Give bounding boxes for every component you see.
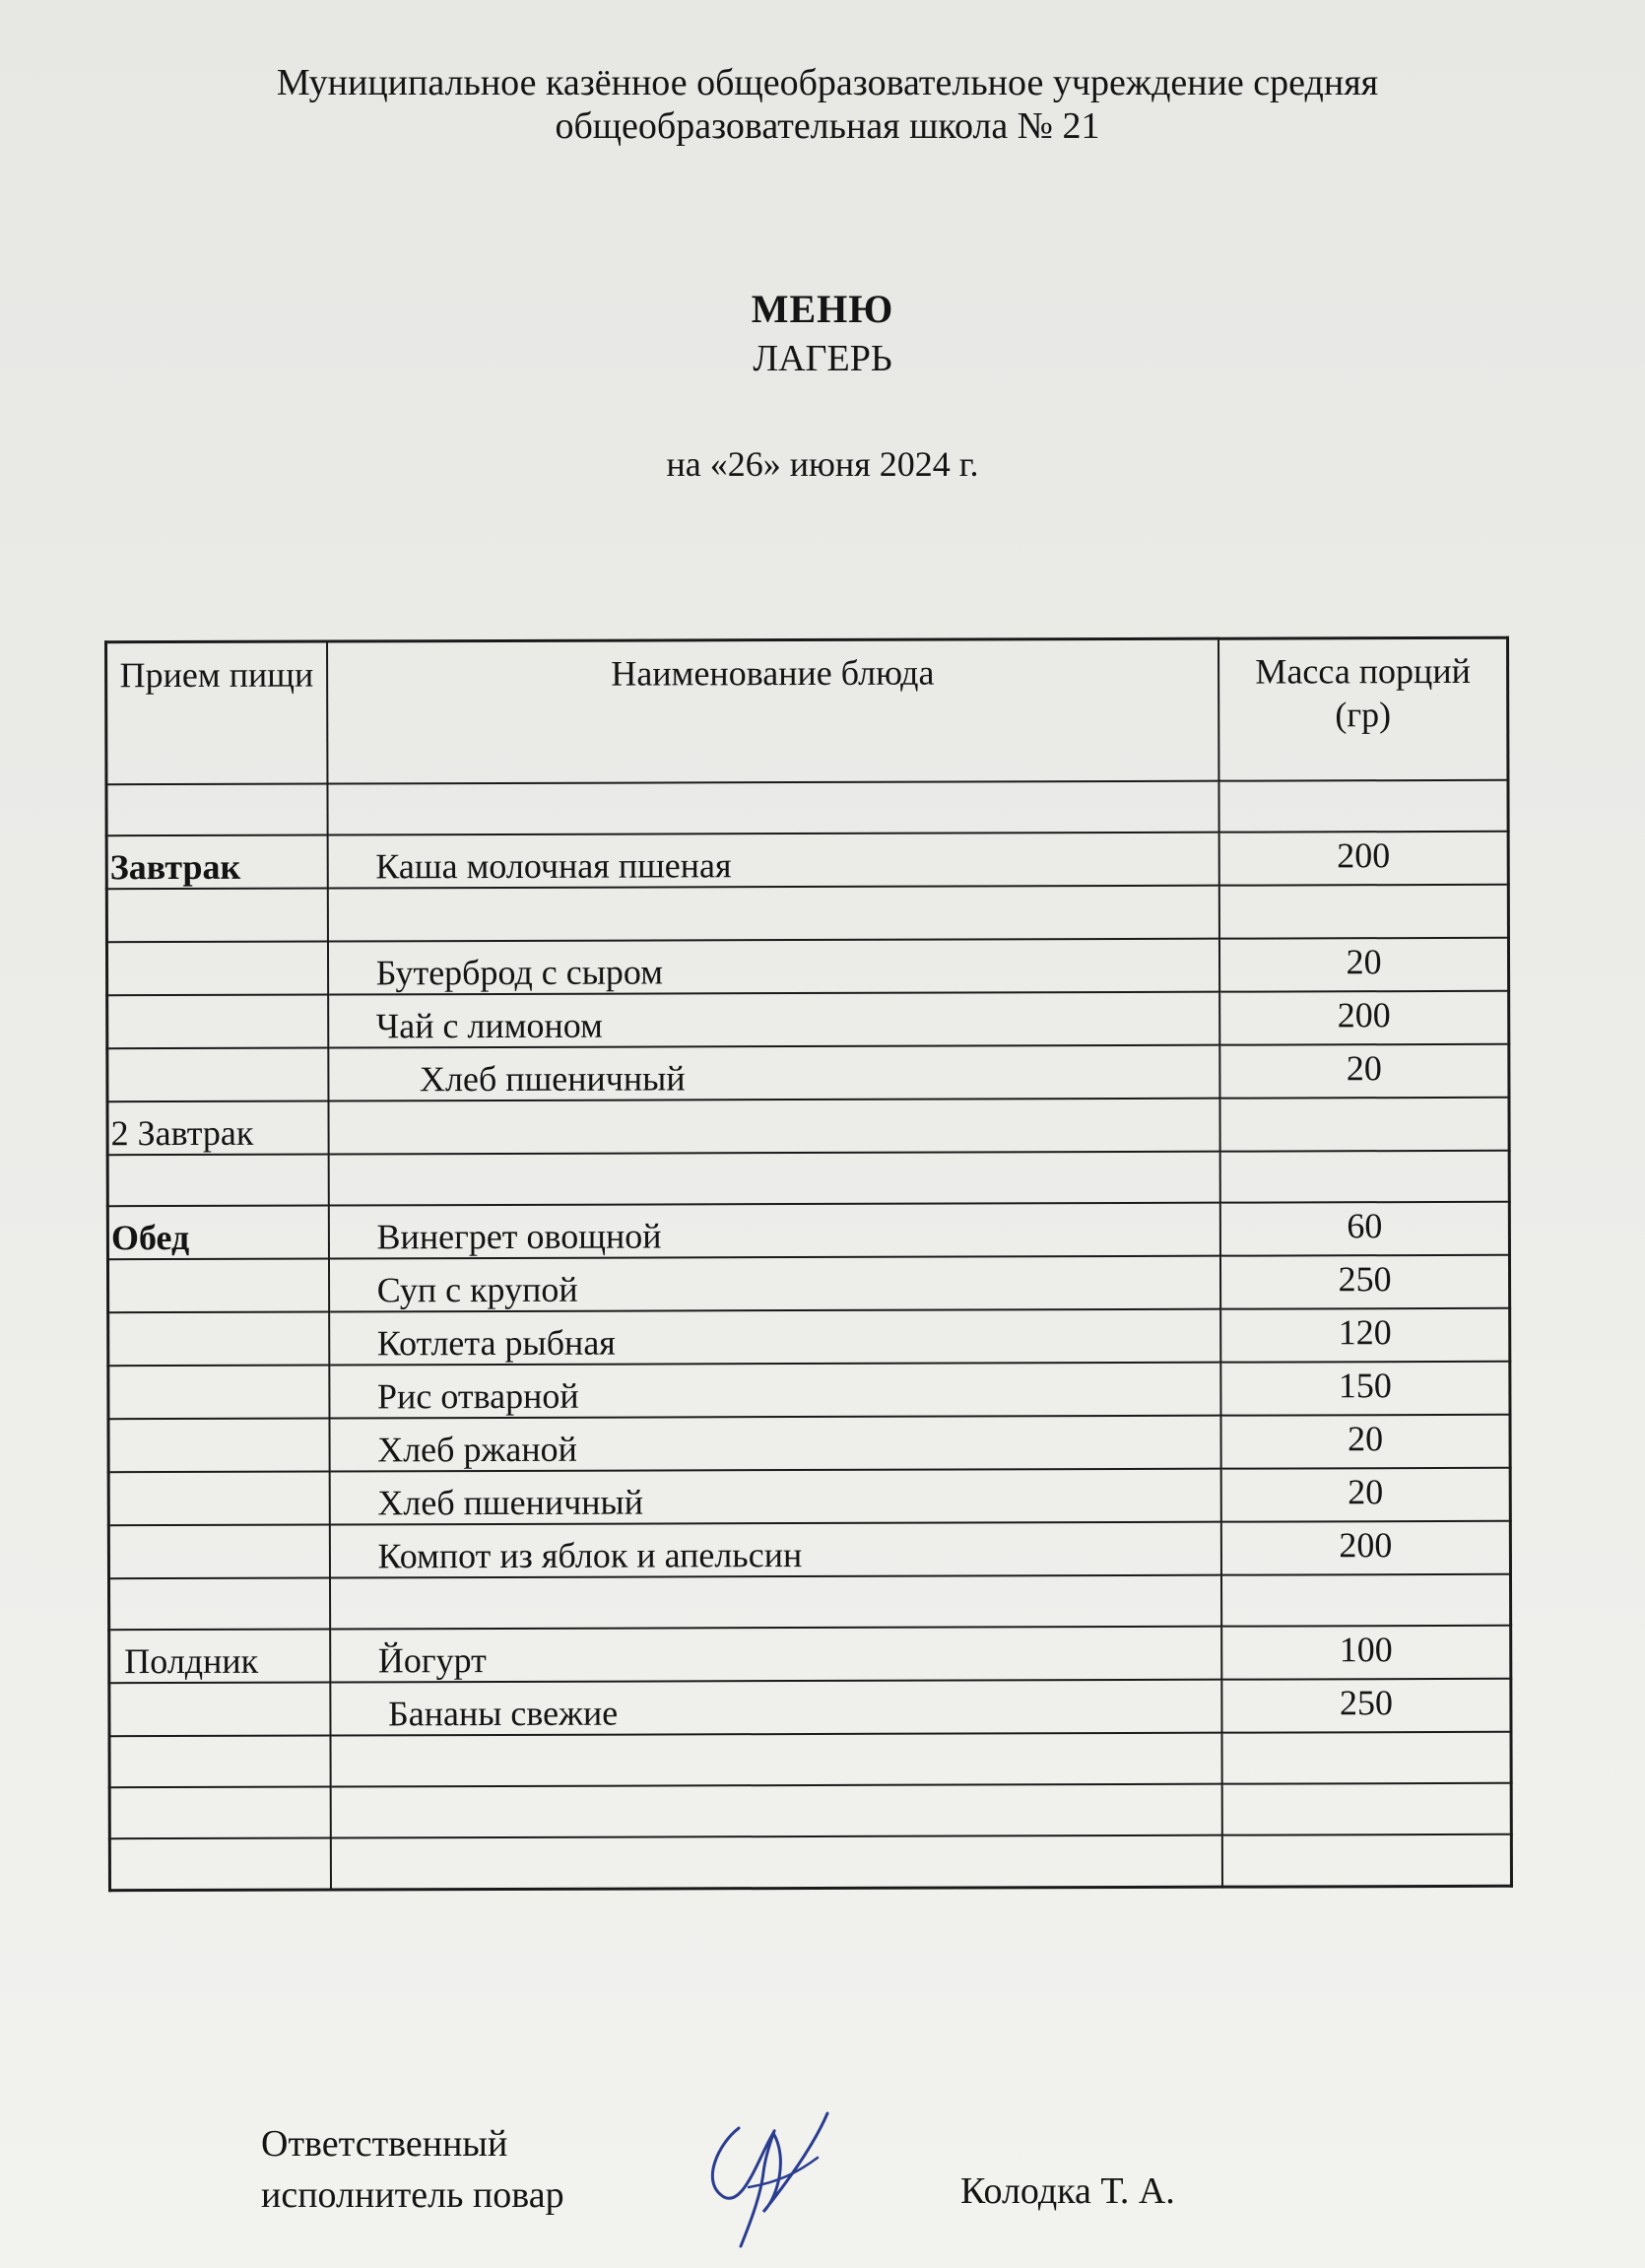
table-row [109, 1679, 1511, 1736]
table-row [107, 991, 1509, 1048]
mass-cell: 100 [1221, 1626, 1511, 1680]
dish-cell: Йогурт [330, 1627, 1222, 1683]
column-header-meal: Прием пищи [106, 641, 328, 784]
meal-cell [107, 1048, 328, 1102]
mass-cell [1219, 885, 1509, 939]
mass-cell: 200 [1221, 1521, 1511, 1575]
table-row [107, 1151, 1509, 1206]
dish-cell: Котлета рыбная [329, 1309, 1221, 1366]
column-header-mass: Масса порций (гр) [1218, 637, 1508, 780]
dish-cell [327, 886, 1219, 942]
table-row [108, 1415, 1510, 1472]
table-row [106, 780, 1508, 835]
meal-cell [106, 942, 327, 996]
handwritten-signature [680, 2089, 857, 2261]
dish-cell: Рис отварной [329, 1363, 1221, 1419]
dish-cell: Каша молочная пшеная [327, 833, 1219, 889]
mass-cell: 200 [1219, 991, 1509, 1045]
dish-cell: Чай с лимоном [328, 992, 1220, 1048]
menu-subtitle: ЛАГЕРЬ [753, 338, 892, 379]
meal-cell [108, 1525, 329, 1579]
menu-title: МЕНЮ [751, 287, 894, 331]
meal-cell [107, 995, 328, 1049]
meal-cell [109, 1683, 330, 1737]
table-row [109, 1834, 1511, 1891]
table-row [106, 832, 1508, 889]
mass-cell: 250 [1220, 1255, 1510, 1309]
dish-cell: Винегрет овощной [328, 1203, 1220, 1259]
meal-cell: 2 Завтрак [107, 1101, 328, 1156]
mass-cell [1218, 780, 1508, 833]
mass-cell [1221, 1574, 1511, 1627]
mass-cell: 20 [1219, 1044, 1509, 1099]
meal-cell [109, 1838, 330, 1891]
mass-cell: 250 [1221, 1679, 1511, 1733]
meal-cell: Завтрак [106, 835, 327, 890]
signature-icon [680, 2089, 857, 2256]
dish-cell: Суп с крупой [329, 1256, 1221, 1312]
responsible-role-line-2: исполнитель повар [261, 2174, 564, 2216]
dish-cell: Компот из яблок и апельсин [329, 1522, 1221, 1578]
mass-cell: 200 [1219, 832, 1509, 886]
table-row [109, 1783, 1511, 1838]
dish-cell: Хлеб пшеничный [329, 1469, 1221, 1525]
mass-cell [1222, 1834, 1512, 1887]
dish-cell [330, 1784, 1222, 1838]
dish-cell: Бананы свежие [330, 1680, 1222, 1736]
meal-cell [108, 1472, 329, 1526]
responsible-person-block [261, 2118, 564, 2221]
mass-cell [1220, 1151, 1510, 1203]
dish-cell: Бутерброд с сыром [328, 939, 1220, 995]
meal-cell [108, 1419, 329, 1473]
meal-cell: Полдник [109, 1630, 330, 1684]
meal-cell [107, 1259, 328, 1313]
meal-cell [108, 1366, 329, 1420]
dish-cell [328, 1152, 1220, 1206]
meal-cell [106, 889, 327, 943]
meal-cell [107, 1155, 328, 1207]
dish-cell: Хлеб пшеничный [328, 1045, 1220, 1101]
dish-cell: Хлеб ржаной [329, 1416, 1221, 1472]
mass-cell [1222, 1732, 1512, 1784]
meal-cell [108, 1578, 329, 1631]
organization-header [236, 61, 1418, 148]
meal-cell [108, 1312, 329, 1367]
dish-cell [330, 1733, 1222, 1787]
column-header-dish: Наименование блюда [327, 638, 1219, 783]
mass-cell: 20 [1221, 1468, 1511, 1522]
org-line-1: Муниципальное казённое общеобразовательное учреждение средняя [276, 62, 1379, 103]
mass-cell: 60 [1220, 1202, 1510, 1256]
meal-cell [109, 1736, 330, 1788]
responsible-person-name: Колодка Т. А. [960, 2170, 1175, 2212]
table-row [108, 1521, 1510, 1578]
mass-cell: 150 [1220, 1362, 1510, 1416]
table-row [107, 1255, 1509, 1312]
meal-cell: Обед [107, 1206, 328, 1260]
menu-table [104, 636, 1513, 1892]
menu-date: на «26» июня 2024 г. [666, 444, 979, 484]
responsible-role-line-1: Ответственный [261, 2123, 508, 2165]
mass-cell: 20 [1219, 938, 1509, 992]
dish-cell [328, 1099, 1220, 1155]
org-line-2: общеобразовательная школа № 21 [555, 105, 1100, 147]
table-row [108, 1574, 1510, 1630]
mass-cell: 120 [1220, 1308, 1510, 1363]
dish-cell [330, 1575, 1222, 1630]
table-row [109, 1626, 1511, 1683]
mass-cell [1219, 1098, 1509, 1152]
table-row [107, 1044, 1509, 1101]
table-row [107, 1202, 1509, 1259]
table-row [108, 1308, 1510, 1366]
table-row [107, 1098, 1509, 1155]
table-row [108, 1468, 1510, 1525]
dish-cell [330, 1835, 1222, 1890]
table-row [106, 885, 1508, 942]
table-header-row [106, 637, 1508, 784]
meal-cell [109, 1787, 330, 1839]
table-row [109, 1732, 1511, 1787]
mass-cell [1222, 1783, 1512, 1835]
table-row [108, 1362, 1510, 1419]
dish-cell [327, 781, 1219, 835]
mass-cell: 20 [1221, 1415, 1511, 1469]
table-row [106, 938, 1508, 995]
meal-cell [106, 784, 327, 836]
